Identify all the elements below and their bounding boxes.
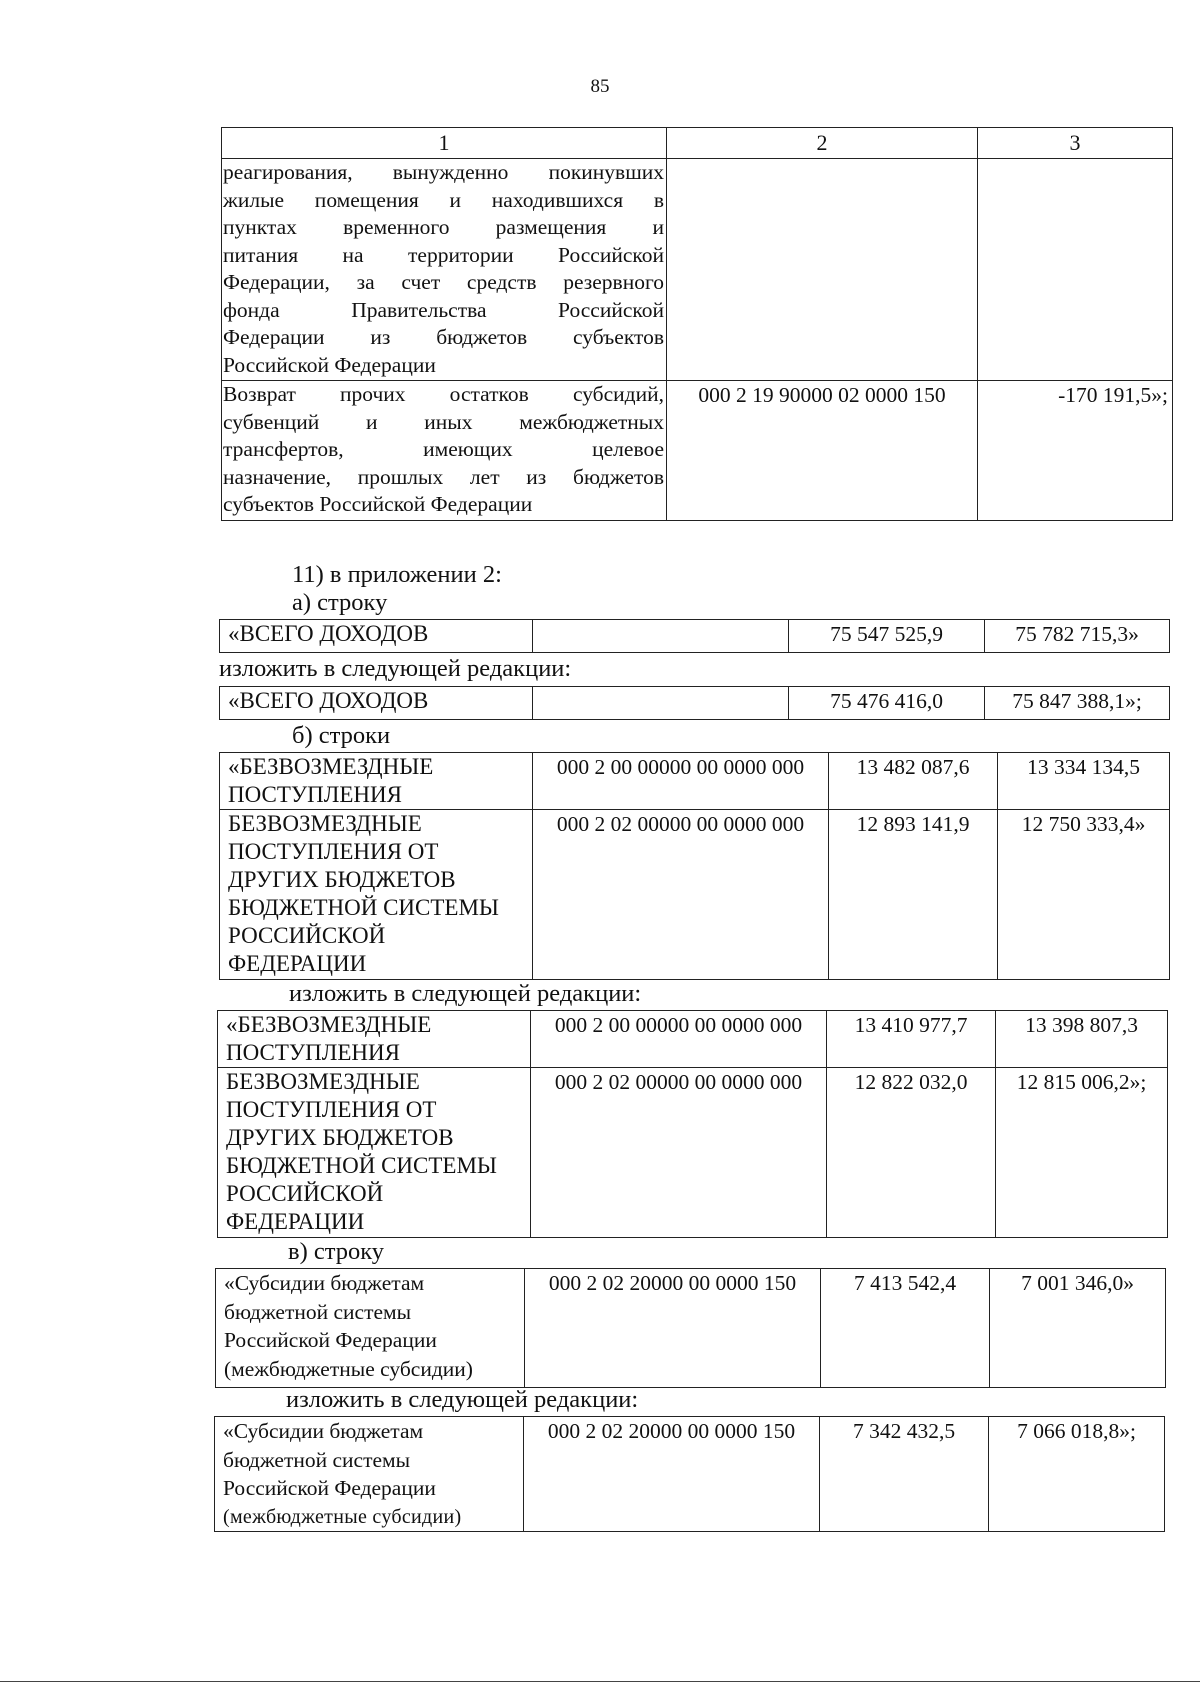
- row-value-1: 12 822 032,0: [827, 1068, 996, 1238]
- row-value-1: 12 893 141,9: [829, 810, 998, 980]
- sub-item-b: б) строки: [292, 722, 391, 749]
- page-number: 85: [590, 76, 610, 97]
- row-value: [978, 159, 1173, 381]
- sub-item-v: в) строку: [288, 1238, 385, 1265]
- row-value-2: 7 001 346,0»: [990, 1269, 1166, 1388]
- row-code: [533, 620, 789, 653]
- row-value-1: 13 482 087,6: [829, 753, 998, 810]
- row-code: 000 2 02 00000 00 0000 000: [533, 810, 829, 980]
- row-description: Возврат прочих остатков субсидий, субвенций и иных межбюджетных трансфертов, имеющих целевое назначение, прошлых лет из бюджетов субъектов Российской Федерации: [222, 381, 667, 521]
- row-code: 000 2 00 00000 00 0000 000: [531, 1011, 827, 1068]
- sub-item-a: а) строку: [292, 589, 388, 616]
- row-value-2: 12 750 333,4»: [998, 810, 1170, 980]
- row-a-new-table: [219, 686, 1170, 720]
- row-code: 000 2 02 00000 00 0000 000: [531, 1068, 827, 1238]
- row-value-2: 7 066 018,8»;: [989, 1417, 1165, 1532]
- restate-label: изложить в следующей редакции:: [289, 980, 642, 1007]
- table-row: [222, 381, 1173, 521]
- table-row: [220, 687, 1170, 720]
- row-label: «БЕЗВОЗМЕЗДНЫЕ ПОСТУПЛЕНИЯ: [220, 753, 533, 810]
- table-row: [220, 620, 1170, 653]
- table-row: [218, 1068, 1168, 1238]
- column-header-1: 1: [222, 128, 667, 159]
- row-a-old-table: [219, 619, 1170, 653]
- row-code: 000 2 02 20000 00 0000 150: [525, 1269, 821, 1388]
- row-value-1: 13 410 977,7: [827, 1011, 996, 1068]
- table-row: [216, 1269, 1166, 1388]
- column-header-3: 3: [978, 128, 1173, 159]
- restate-label: изложить в следующей редакции:: [219, 655, 572, 682]
- row-label: «БЕЗВОЗМЕЗДНЫЕ ПОСТУПЛЕНИЯ: [218, 1011, 531, 1068]
- table-row: [218, 1011, 1168, 1068]
- table-row: [220, 810, 1170, 980]
- column-header-2: 2: [667, 128, 978, 159]
- row-value-1: 7 342 432,5: [820, 1417, 989, 1532]
- row-v-new-table: [214, 1416, 1165, 1532]
- row-code: 000 2 02 20000 00 0000 150: [524, 1417, 820, 1532]
- row-value-1: 7 413 542,4: [821, 1269, 990, 1388]
- row-value-2: 13 334 134,5: [998, 753, 1170, 810]
- row-value-2: 13 398 807,3: [996, 1011, 1168, 1068]
- table-row: [222, 159, 1173, 381]
- table-row: [220, 753, 1170, 810]
- row-value-1: 75 547 525,9: [789, 620, 985, 653]
- row-value-1: 75 476 416,0: [789, 687, 985, 720]
- row-label: «ВСЕГО ДОХОДОВ: [220, 620, 533, 653]
- table-row: [215, 1417, 1165, 1532]
- row-label: «Субсидии бюджетам бюджетной системы Российской Федерации (межбюджетные субсидии): [215, 1417, 524, 1532]
- row-v-old-table: [215, 1268, 1166, 1388]
- restate-label: изложить в следующей редакции:: [286, 1386, 639, 1413]
- row-code: 000 2 19 90000 02 0000 150: [667, 381, 978, 521]
- row-code: [667, 159, 978, 381]
- rows-b-new-table: [217, 1010, 1168, 1238]
- row-label: БЕЗВОЗМЕЗДНЫЕ ПОСТУПЛЕНИЯ ОТ ДРУГИХ БЮДЖЕТОВ БЮДЖЕТНОЙ СИСТЕМЫ РОССИЙСКОЙ ФЕДЕРАЦИИ: [220, 810, 533, 980]
- row-code: [533, 687, 789, 720]
- budget-table-continuation: [221, 127, 1173, 521]
- row-code: 000 2 00 00000 00 0000 000: [533, 753, 829, 810]
- row-label: «Субсидии бюджетам бюджетной системы Российской Федерации (межбюджетные субсидии): [216, 1269, 525, 1388]
- row-value-2: 75 782 715,3»: [985, 620, 1170, 653]
- row-label: БЕЗВОЗМЕЗДНЫЕ ПОСТУПЛЕНИЯ ОТ ДРУГИХ БЮДЖЕТОВ БЮДЖЕТНОЙ СИСТЕМЫ РОССИЙСКОЙ ФЕДЕРАЦИИ: [218, 1068, 531, 1238]
- item-11-heading: 11) в приложении 2:: [292, 561, 502, 588]
- row-value-2: 75 847 388,1»;: [985, 687, 1170, 720]
- row-value-2: 12 815 006,2»;: [996, 1068, 1168, 1238]
- page-bottom-rule: [0, 1681, 1200, 1682]
- table-header-row: [222, 128, 1173, 159]
- row-description: реагирования, вынужденно покинувших жилые помещения и находившихся в пунктах временного размещения и питания на территории Российской Федерации, за счет средств резервного фонда Правительства Российской Федерации из бюджетов субъектов Российской Федерации: [222, 159, 667, 381]
- row-value: -170 191,5»;: [978, 381, 1173, 521]
- row-label: «ВСЕГО ДОХОДОВ: [220, 687, 533, 720]
- rows-b-old-table: [219, 752, 1170, 980]
